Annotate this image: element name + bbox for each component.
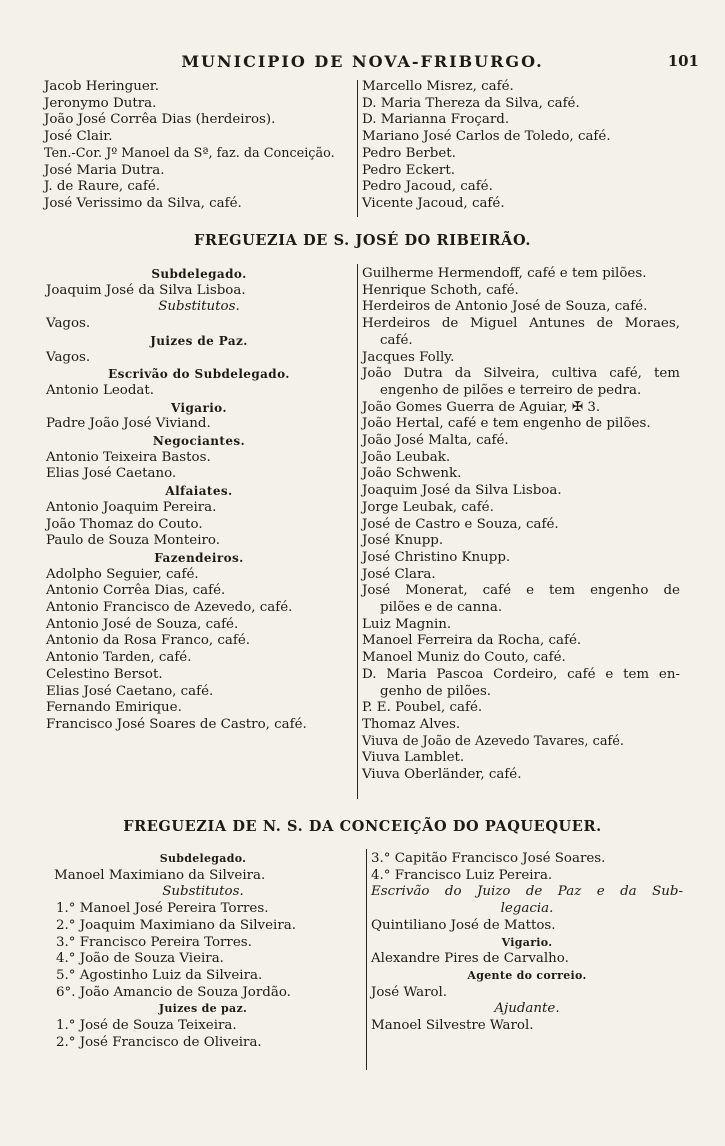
ajudante-name: Manoel Silvestre Warol.: [371, 1018, 534, 1034]
paquequer-left-column: [50, 851, 356, 1051]
list-item: Mariano José Carlos de Toledo, café.: [362, 129, 611, 145]
list-item: José de Castro e Souza, café.: [362, 516, 559, 532]
list-item-continuation: café.: [380, 332, 413, 348]
vigario-name: Padre João José Viviand.: [46, 416, 211, 432]
list-item: P. E. Poubel, café.: [362, 700, 483, 716]
list-item: J. de Raure, café.: [44, 179, 161, 195]
list-item: Viuva de João de Azevedo Tavares, café.: [362, 733, 625, 749]
list-item: João José Corrêa Dias (herdeiros).: [44, 112, 276, 128]
list-item: Henrique Schoth, café.: [362, 282, 519, 298]
column-divider: [366, 849, 367, 1070]
heading-fazendeiros: Fazendeiros.: [154, 550, 244, 565]
list-item: Joaquim José da Silva Lisboa.: [362, 483, 562, 499]
list-item: Antonio Teixeira Bastos.: [46, 449, 211, 465]
list-item: 3.° Francisco Pereira Torres.: [56, 934, 252, 950]
list-item: Elias José Caetano, café.: [46, 683, 214, 699]
heading-escrivao-cont: legacia.: [500, 901, 554, 917]
heading-escrivao: Escrivão do Subdelegado.: [108, 367, 290, 382]
vigario-name: Alexandre Pires de Carvalho.: [371, 951, 569, 967]
list-item: D. Marianna Froçard.: [362, 112, 510, 128]
list-item: Antonio da Rosa Franco, café.: [46, 633, 251, 649]
list-item: Fernando Emirique.: [46, 700, 182, 716]
list-item: Ten.-Cor. Jº Manoel da Sª, faz. da Conceição.: [44, 145, 335, 161]
list-item: 2.° José Francisco de Oliveira.: [56, 1034, 262, 1050]
heading-negociantes: Negociantes.: [152, 434, 246, 449]
ribeirao-right-column: [362, 266, 680, 784]
list-item: 5.° Agostinho Luiz da Silveira.: [56, 967, 263, 983]
list-item: 4.° Francisco Luiz Pereira.: [371, 867, 553, 883]
list-item: José Verissimo da Silva, café.: [44, 195, 242, 211]
list-item: João Schwenk.: [362, 466, 462, 482]
heading-substitutos: Substitutos.: [158, 299, 240, 315]
list-item: João Leubak.: [362, 449, 451, 465]
list-item: Viuva Lamblet.: [362, 750, 465, 766]
list-item: José Maria Dutra.: [44, 162, 165, 178]
heading-juizes: Juizes de Paz.: [150, 333, 248, 348]
column-divider: [357, 80, 358, 217]
substitutos-value: Vagos.: [46, 316, 91, 332]
list-item: Paulo de Souza Monteiro.: [46, 533, 220, 549]
heading-vigario: Vigario.: [171, 400, 227, 415]
list-item: Jacob Heringuer.: [44, 79, 159, 94]
list-item: José Christino Knupp.: [362, 549, 511, 565]
heading-subdelegado: Subdelegado.: [159, 852, 247, 865]
list-item: Luiz Magnin.: [362, 616, 452, 632]
page-title: MUNICIPIO DE NOVA-FRIBURGO.: [181, 52, 544, 71]
list-item-continuation: engenho de pilões e terreiro de pedra.: [380, 382, 642, 398]
escrivao-name: Antonio Leodat.: [46, 382, 155, 398]
list-item: 1.° Manoel José Pereira Torres.: [56, 901, 269, 917]
list-item: Herdeiros de Antonio José de Souza, café.: [362, 299, 648, 315]
heading-substitutos: Substitutos.: [162, 884, 244, 900]
column-divider: [357, 264, 358, 799]
list-item: Antonio Corrêa Dias, café.: [46, 583, 226, 599]
list-item: Elias José Caetano.: [46, 466, 177, 482]
list-item: João Hertal, café e tem engenho de pilões.: [362, 416, 651, 432]
section-title-ribeirao: FREGUEZIA DE S. JOSÉ DO RIBEIRÃO.: [193, 232, 532, 249]
subdelegado-name: Manoel Maximiano da Silveira.: [54, 867, 266, 883]
list-item: Viuva Oberländer, café.: [362, 767, 522, 783]
list-item: Thomaz Alves.: [362, 716, 461, 732]
heading-vigario: Vigario.: [501, 935, 553, 949]
list-item: Manoel Muniz do Couto, café.: [362, 650, 566, 666]
list-item: Marcello Misrez, café.: [362, 79, 514, 94]
list-item: Adolpho Seguier, café.: [46, 566, 199, 582]
heading-escrivao: Escrivão do Juizo de Paz e da Sub-: [371, 884, 683, 900]
list-item: Francisco José Soares de Castro, café.: [46, 716, 307, 732]
list-item: José Clara.: [362, 566, 436, 582]
list-item: José Clair.: [44, 129, 113, 145]
juizes-value: Vagos.: [46, 349, 91, 365]
list-item: Jeronymo Dutra.: [44, 95, 157, 111]
list-item: João Thomaz do Couto.: [46, 516, 203, 532]
list-item: Herdeiros de Miguel Antunes de Moraes,: [362, 316, 680, 332]
list-item: Guilherme Hermendoff, café e tem pilões.: [362, 266, 647, 281]
page-number: 101: [667, 52, 699, 70]
agente-name: José Warol.: [371, 984, 448, 1000]
list-item: 2.° Joaquim Maximiano da Silveira.: [56, 917, 296, 933]
list-item: João Dutra da Silveira, cultiva café, tem: [362, 366, 680, 382]
list-item: Manoel Ferreira da Rocha, café.: [362, 633, 582, 649]
list-item: 1.° José de Souza Teixeira.: [56, 1018, 237, 1034]
escrivao-name: Quintiliano José de Mattos.: [371, 917, 556, 933]
list-item: José Monerat, café e tem engenho de: [362, 583, 680, 599]
heading-juizes: Juizes de paz.: [158, 1002, 248, 1016]
section-title-paquequer: FREGUEZIA DE N. S. DA CONCEIÇÃO DO PAQUEQUER.: [123, 818, 602, 835]
list-item: Antonio Francisco de Azevedo, café.: [46, 600, 293, 616]
heading-agente-correio: Agente do correio.: [467, 968, 587, 982]
list-item: Pedro Eckert.: [362, 162, 455, 178]
list-item: D. Maria Pascoa Cordeiro, café e tem en-: [362, 666, 680, 682]
list-item: João Gomes Guerra de Aguiar, ✠ 3.: [362, 399, 601, 415]
list-item-continuation: genho de pilões.: [380, 683, 492, 699]
list-item: Antonio Joaquim Pereira.: [46, 499, 217, 515]
list-item: Antonio José de Souza, café.: [46, 616, 239, 632]
list-item: Antonio Tarden, café.: [46, 650, 192, 666]
list-item: Pedro Jacoud, café.: [362, 179, 493, 195]
list-item: Jorge Leubak, café.: [362, 499, 494, 515]
list-item: 6°. João Amancio de Souza Jordão.: [56, 984, 291, 1000]
heading-ajudante: Ajudante.: [494, 1001, 560, 1017]
list-item: Vicente Jacoud, café.: [362, 195, 505, 211]
heading-alfaiates: Alfaiates.: [165, 484, 233, 499]
list-item: Jacques Folly.: [362, 349, 455, 365]
subdelegado-name: Joaquim José da Silva Lisboa.: [46, 282, 246, 298]
ribeirao-left-column: [46, 266, 352, 734]
heading-subdelegado: Subdelegado.: [151, 267, 247, 281]
list-item: 3.° Capitão Francisco José Soares.: [371, 851, 606, 866]
top-right-column: [362, 79, 682, 213]
list-item-continuation: pilões e de canna.: [380, 600, 503, 616]
list-item: Pedro Berbet.: [362, 145, 456, 161]
list-item: João José Malta, café.: [362, 433, 509, 449]
list-item: 4.° João de Souza Vieira.: [56, 951, 224, 967]
paquequer-right-column: [371, 851, 683, 1035]
list-item: Celestino Bersot.: [46, 666, 163, 682]
top-left-column: [44, 79, 356, 213]
list-item: José Knupp.: [362, 533, 444, 549]
list-item: D. Maria Thereza da Silva, café.: [362, 95, 580, 111]
